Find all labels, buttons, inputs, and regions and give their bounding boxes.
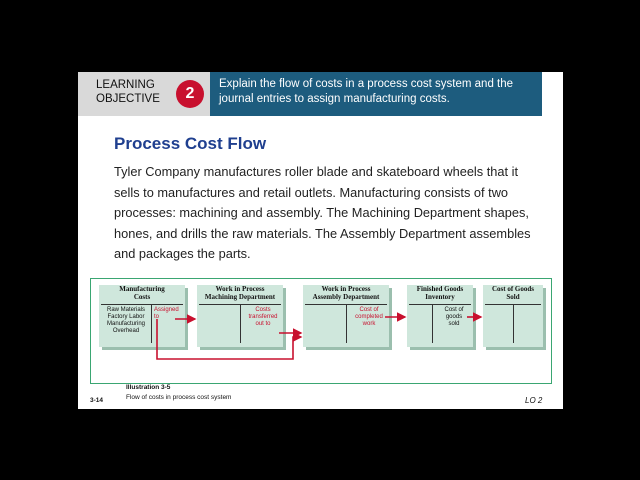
t-account-title: Manufacturing Costs	[119, 285, 165, 301]
learning-objective-bar	[210, 72, 542, 116]
arrow-to-assembly-direct	[157, 319, 301, 359]
illustration-caption: Flow of costs in process cost system	[126, 394, 232, 401]
learning-objective-label	[96, 78, 160, 106]
t-account-title: Work in Process Machining Department	[204, 285, 276, 301]
t-account-title: Work in Process Assembly Department	[312, 285, 380, 301]
t-account-credit-entries: Cost of completed work	[355, 307, 383, 327]
learning-objective-tag: LO 2	[525, 396, 543, 405]
t-account-debit-entries: Raw Materials Factory Labor Manufacturing Overhead	[106, 307, 146, 334]
flow-arrows	[91, 279, 551, 383]
slide-number: 3-14	[90, 397, 104, 404]
slide	[78, 72, 563, 409]
process-cost-flow-diagram	[90, 278, 552, 384]
slide-title: Process Cost Flow	[114, 134, 267, 153]
learning-objective-text: Explain the flow of costs in a process cost system and the journal entries to assign manufacturing costs.	[219, 78, 514, 105]
slide-body-text: Tyler Company manufactures roller blade and skateboard wheels that it sells to manufactures and retail outlets. Manufacturing consists of two processes: machining and assembly. The Machining Department shapes, hones, and drills the raw materials. The Assembly Department assembles and packages the parts.	[114, 164, 531, 261]
learning-label-line1: LEARNING	[96, 79, 155, 91]
objective-number-badge: 2	[176, 80, 204, 108]
t-account-credit-entries: Cost of goods sold	[444, 307, 464, 327]
objective-label-line2: OBJECTIVE	[96, 93, 160, 105]
learning-objective-label-box	[78, 72, 210, 116]
t-account-credit-entries: Assigned to	[154, 307, 179, 320]
illustration-label: Illustration 3-5	[126, 384, 171, 391]
t-account-title: Cost of Goods Sold	[491, 285, 534, 301]
t-account-title: Finished Goods Inventory	[416, 285, 464, 301]
t-account-credit-entries: Costs transferred out to	[248, 307, 278, 327]
